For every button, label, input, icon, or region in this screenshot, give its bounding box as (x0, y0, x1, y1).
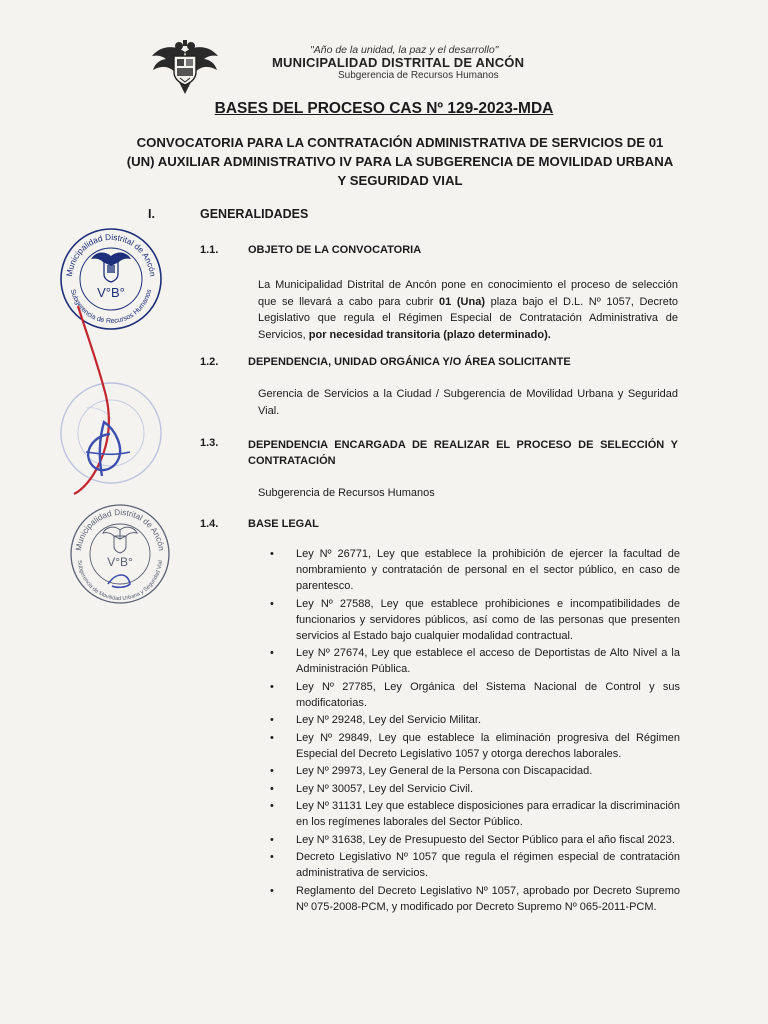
bullet-icon: • (270, 731, 274, 744)
stamp-crest-icon (103, 527, 137, 553)
bullet-icon: • (270, 800, 274, 812)
list-item-text: Ley Nº 27674, Ley que establece el acceso de Deportistas de Alto Nivel a la Administración Pública. (296, 647, 680, 675)
subsection-paragraph (258, 277, 678, 343)
list-item-text: Ley Nº 26771, Ley que establece la prohibición de ejercer la facultad de nombramiento y contratación de personal en el sector público, en caso de parentesco. (296, 548, 680, 592)
list-item-text: Decreto Legislativo Nº 1057 que regula el régimen especial de contratación administrativa de servicios. (296, 851, 680, 879)
bullet-icon: • (270, 680, 274, 693)
list-item (270, 645, 680, 677)
stamp-top-text: Municipalidad Distrital de Ancón (74, 507, 166, 552)
list-item (270, 798, 680, 830)
section-number: I. (148, 207, 155, 221)
subsection-title: DEPENDENCIA, UNIDAD ORGÁNICA Y/O ÁREA SOLICITANTE (248, 356, 571, 368)
list-item-text: Ley Nº 31131 Ley que establece disposiciones para erradicar la discriminación en los regímenes laborales del Sector Público. (296, 800, 680, 828)
list-item (270, 730, 680, 762)
bullet-icon: • (270, 597, 274, 610)
subsection-title: DEPENDENCIA ENCARGADA DE REALIZAR EL PROCESO DE SELECCIÓN Y CONTRATACIÓN (248, 439, 678, 467)
approval-stamp-movilidad-urbana (68, 502, 172, 606)
subsection-number: 1.4. (200, 518, 219, 530)
list-item (270, 679, 680, 711)
list-item-text: Reglamento del Decreto Legislativo Nº 1057, aprobado por Decreto Supremo Nº 075-2008-PCM, y modificado por Decreto Supremo Nº 065-2011-PCM. (296, 884, 680, 913)
bullet-icon: • (270, 851, 274, 863)
stamp-bottom-text: Subgerencia de Movilidad Urbana y Seguridad Vial (76, 559, 164, 603)
list-item (270, 883, 680, 915)
list-item (270, 546, 680, 594)
legal-base-list (270, 546, 680, 916)
handwritten-signature (60, 304, 150, 504)
stamp-vb-text: V°B° (97, 285, 125, 300)
bullet-icon: • (270, 884, 274, 897)
list-item-text: Ley Nº 29849, Ley que establece la eliminación progresiva del Régimen Especial del Decreto Legislativo 1057 y otorga derechos laborales. (296, 731, 680, 760)
bullet-icon: • (270, 765, 274, 777)
subsection-paragraph: Subgerencia de Recursos Humanos (258, 487, 435, 499)
stamp-top-text: Municipalidad Distrital de Ancón (63, 231, 158, 278)
header-motto: "Año de la unidad, la paz y el desarrollo" (310, 44, 499, 56)
bullet-icon: • (270, 548, 274, 560)
list-item-text: Ley Nº 31638, Ley de Presupuesto del Sector Público para el año fiscal 2023. (296, 833, 675, 846)
subsection-title: BASE LEGAL (248, 518, 319, 530)
paragraph-text: La Municipalidad Distrital de Ancón pone en conocimiento el proceso de selección que se llevará a cabo para cubrir (258, 279, 678, 308)
subsection-title: OBJETO DE LA CONVOCATORIA (248, 244, 422, 256)
convocatoria-line: CONVOCATORIA PARA LA CONTRATACIÓN ADMINISTRATIVA DE SERVICIOS DE 01 (136, 135, 664, 150)
convocatoria-line: (UN) AUXILIAR ADMINISTRATIVO IV PARA LA SUBGERENCIA DE MOVILIDAD URBANA (126, 154, 674, 169)
stamp-crest-icon (91, 252, 131, 282)
bullet-icon: • (270, 782, 274, 795)
list-item (270, 763, 680, 779)
list-item (270, 596, 680, 644)
list-item (270, 832, 680, 848)
subsection-paragraph: Gerencia de Servicios a la Ciudad / Subgerencia de Movilidad Urbana y Seguridad Vial. (258, 388, 678, 417)
coat-of-arms-icon (150, 38, 220, 96)
list-item-text: Ley Nº 29973, Ley General de la Persona con Discapacidad. (296, 765, 593, 777)
list-item-text: Ley Nº 27588, Ley que establece prohibiciones e incompatibilidades de funcionarios y servidores públicos, así como de las personas que presenten servicios al Estado bajo cualquier modalidad contractual. (296, 597, 680, 642)
paragraph-text: plaza bajo el D.L. Nº 1057, Decreto Legislativo que regula el Régimen Especial de Contratación Administrativa de Servicios, (258, 295, 679, 341)
section-title: GENERALIDADES (200, 207, 309, 221)
subsection-number: 1.2. (200, 356, 219, 368)
header-subdivision: Subgerencia de Recursos Humanos (338, 70, 499, 81)
list-item-text: Ley Nº 29248, Ley del Servicio Militar. (296, 714, 481, 726)
subsection-number: 1.1. (200, 244, 219, 256)
list-item-text: Ley Nº 27785, Ley Orgánica del Sistema Nacional de Control y sus modificatorias. (296, 680, 680, 709)
paragraph-bold-text: por necesidad transitoria (plazo determinado). (308, 328, 551, 341)
bullet-icon: • (270, 647, 274, 659)
bullet-icon: • (270, 714, 274, 726)
list-item (270, 712, 680, 728)
convocatoria-line: Y SEGURIDAD VIAL (337, 173, 463, 188)
list-item-text: Ley Nº 30057, Ley del Servicio Civil. (296, 782, 474, 795)
stamp-vb-text: V°B° (107, 555, 133, 569)
bullet-icon: • (270, 833, 274, 846)
stamp-bottom-text: Subgerencia de Recursos Humanos (68, 288, 154, 326)
subsection-number: 1.3. (200, 437, 219, 449)
convocatoria-heading (120, 133, 680, 190)
list-item (270, 849, 680, 881)
paragraph-bold-text: 01 (Una) (439, 295, 485, 308)
header-municipality: MUNICIPALIDAD DISTRITAL DE ANCÓN (272, 55, 525, 70)
list-item (270, 781, 680, 797)
document-title: BASES DEL PROCESO CAS Nº 129-2023-MDA (214, 100, 554, 117)
